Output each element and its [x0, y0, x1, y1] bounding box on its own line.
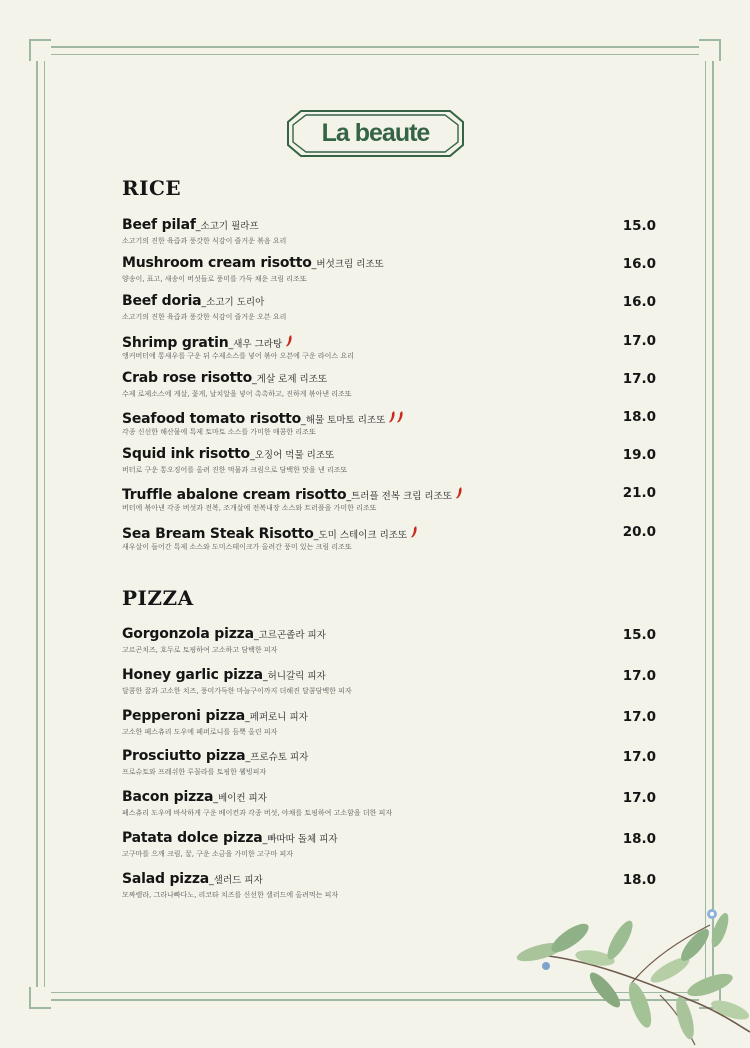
item-korean-name: _새우 그라탕	[228, 338, 283, 350]
item-description: 버터로 구운 통오징어를 올려 진한 먹물과 크림으로 담백한 맛을 낸 리조또	[122, 466, 348, 475]
menu-item	[122, 255, 656, 289]
item-price: 17.0	[622, 708, 656, 725]
item-price: 17.0	[622, 790, 656, 807]
item-price: 21.0	[622, 485, 656, 502]
item-price: 17.0	[622, 667, 656, 684]
item-name-line	[122, 332, 293, 351]
item-korean-name: _게살 로제 리조또	[252, 373, 328, 385]
item-name-line	[122, 217, 259, 233]
item-name: Gorgonzola pizza	[122, 626, 254, 642]
item-korean-name: _버섯크림 리조또	[311, 259, 384, 271]
item-korean-name: _샐러드 피자	[209, 874, 263, 886]
item-description: 프로슈토와 프레쉬한 루꼴라를 토핑한 웰빙피자	[122, 768, 267, 777]
item-name: Beef pilaf	[122, 217, 196, 233]
item-korean-name: _트러플 전복 크림 리조또	[346, 491, 452, 503]
item-korean-name: _소고기 도리아	[201, 297, 265, 309]
chili-pepper-icon	[286, 332, 293, 351]
item-korean-name: _소고기 필라프	[195, 221, 259, 232]
corner-ornament	[29, 39, 51, 61]
item-description: 새우살이 들어간 특제 소스와 도미스테이크가 올려간 풍미 있는 크림 리조또	[122, 542, 352, 551]
item-korean-name: _허니갈릭 피자	[262, 670, 326, 682]
item-korean-name: _고르곤졸라 피자	[253, 630, 326, 641]
item-price: 19.0	[622, 447, 656, 464]
item-name-line	[122, 523, 418, 542]
item-price: 18.0	[622, 871, 656, 888]
menu-item	[122, 626, 656, 660]
menu-item	[122, 332, 656, 366]
item-name: Mushroom cream risotto	[122, 255, 312, 272]
item-korean-name: _해물 토마토 리조또	[301, 415, 386, 426]
corner-ornament	[29, 987, 51, 1009]
item-price: 17.0	[622, 332, 656, 349]
item-name-line	[122, 408, 404, 427]
item-name-line	[122, 789, 267, 805]
item-korean-name: _오징어 먹물 리조또	[249, 450, 335, 462]
menu-item	[122, 446, 656, 480]
logo	[287, 110, 464, 157]
item-price: 18.0	[622, 831, 656, 847]
item-name-line	[122, 708, 308, 724]
menu-item	[122, 217, 656, 251]
item-price: 15.0	[622, 218, 656, 234]
logo-text: La beaute	[321, 119, 430, 147]
item-korean-name: _프로슈토 피자	[245, 752, 309, 764]
menu-item	[122, 789, 656, 823]
item-korean-name: _페퍼로니 피자	[245, 711, 308, 723]
section-title-pizza: PIZZA	[122, 586, 194, 610]
item-name-line	[122, 871, 263, 887]
chili-pepper-icon	[456, 484, 463, 503]
item-name-line	[122, 830, 338, 846]
item-description: 고소한 페스츄리 도우에 페퍼로니를 듬뿍 올린 피자	[122, 727, 278, 736]
item-name-line	[122, 626, 326, 642]
item-description: 소고기의 진한 육즙과 풍갓한 식감이 즐거운 오븐 요리	[122, 313, 287, 322]
item-korean-name: _베이컨 피자	[213, 793, 267, 805]
item-name: Pepperoni pizza	[122, 707, 246, 724]
item-price: 16.0	[622, 256, 656, 273]
item-description: 양송이, 표고, 새송이 버섯들로 풍미를 가득 채운 크림 리조또	[122, 275, 307, 284]
item-name: Shrimp gratin	[122, 334, 229, 351]
item-price: 17.0	[622, 749, 656, 766]
menu-item	[122, 830, 656, 864]
plant-illustration	[510, 900, 750, 1048]
item-description: 달콤한 꿀과 고소한 치즈, 풍미가득한 마늘구이까지 더해진 달콤담백한 피자	[122, 686, 352, 695]
item-price: 16.0	[622, 294, 656, 311]
item-name-line	[122, 446, 334, 462]
item-name-line	[122, 370, 327, 386]
item-description: 고르곤치즈, 호두로 토핑하여 고소하고 담백한 피자	[122, 646, 278, 654]
item-korean-name: _빠따따 돌체 피자	[262, 834, 338, 845]
item-name: Prosciutto pizza	[122, 748, 246, 765]
menu-item	[122, 369, 656, 404]
item-name: Beef doria	[122, 293, 202, 310]
section-title-rice: RICE	[122, 176, 182, 200]
item-description: 앵커버터에 통새우를 구운 뒤 수제소스를 넣어 볶아 오븐에 구운 라이스 요리	[122, 351, 354, 360]
item-description: 버터에 볶아낸 각종 버섯과 전복, 조개살에 전복내장 소스와 트러플을 가미한 리조또	[122, 504, 377, 513]
item-name-line	[122, 667, 326, 683]
item-price: 18.0	[622, 409, 656, 425]
item-description: 수제 로제소스에 게살, 꽃게, 날치알을 넣어 촉촉하고, 진하게 볶아낸 리조또	[122, 389, 352, 398]
menu-item	[122, 707, 656, 742]
item-name-line	[122, 748, 308, 764]
item-description: 각종 신선한 해산물에 특제 토마토 소스를 가미한 매콤한 리조또	[122, 428, 316, 436]
chili-pepper-icon	[411, 523, 418, 542]
menu-item	[122, 484, 656, 518]
menu-item	[122, 748, 656, 782]
item-name: Crab rose risotto	[122, 369, 253, 386]
item-description: 고구마를 으깨 크림, 꿀, 구운 소금을 가미한 고구마 피자	[122, 850, 294, 858]
item-name-line	[122, 484, 463, 503]
item-name: Seafood tomato risotto	[122, 411, 302, 427]
item-description: 모짜렐라, 그라나빠다노, 리코타 치즈를 신선한 샐러드에 올려먹는 피자	[122, 890, 339, 899]
item-price: 20.0	[622, 523, 656, 540]
item-name: Sea Bream Steak Risotto	[122, 525, 314, 542]
item-name-line	[122, 255, 384, 271]
item-korean-name: _도미 스테이크 리조또	[313, 529, 408, 541]
chili-pepper-icon	[389, 408, 404, 427]
menu-item	[122, 408, 656, 442]
menu-item	[122, 523, 656, 557]
item-description: 소고기의 진한 육즙과 풍갓한 식감이 즐거운 볶음 요리	[122, 237, 287, 245]
item-price: 15.0	[622, 627, 656, 643]
menu-item	[122, 293, 656, 327]
corner-ornament	[699, 39, 721, 61]
item-description: 페스츄리 도우에 바삭하게 구운 베이컨과 각종 버섯, 야채를 토핑하여 고소함을 더한 피자	[122, 809, 393, 818]
item-name-line	[122, 293, 264, 309]
item-name: Bacon pizza	[122, 789, 214, 806]
item-name: Patata dolce pizza	[122, 830, 263, 846]
item-name: Honey garlic pizza	[122, 666, 263, 683]
item-price: 17.0	[622, 370, 656, 387]
item-name: Truffle abalone cream risotto	[122, 487, 347, 504]
item-name: Squid ink risotto	[122, 446, 250, 463]
item-name: Salad pizza	[122, 870, 210, 887]
menu-item	[122, 666, 656, 701]
